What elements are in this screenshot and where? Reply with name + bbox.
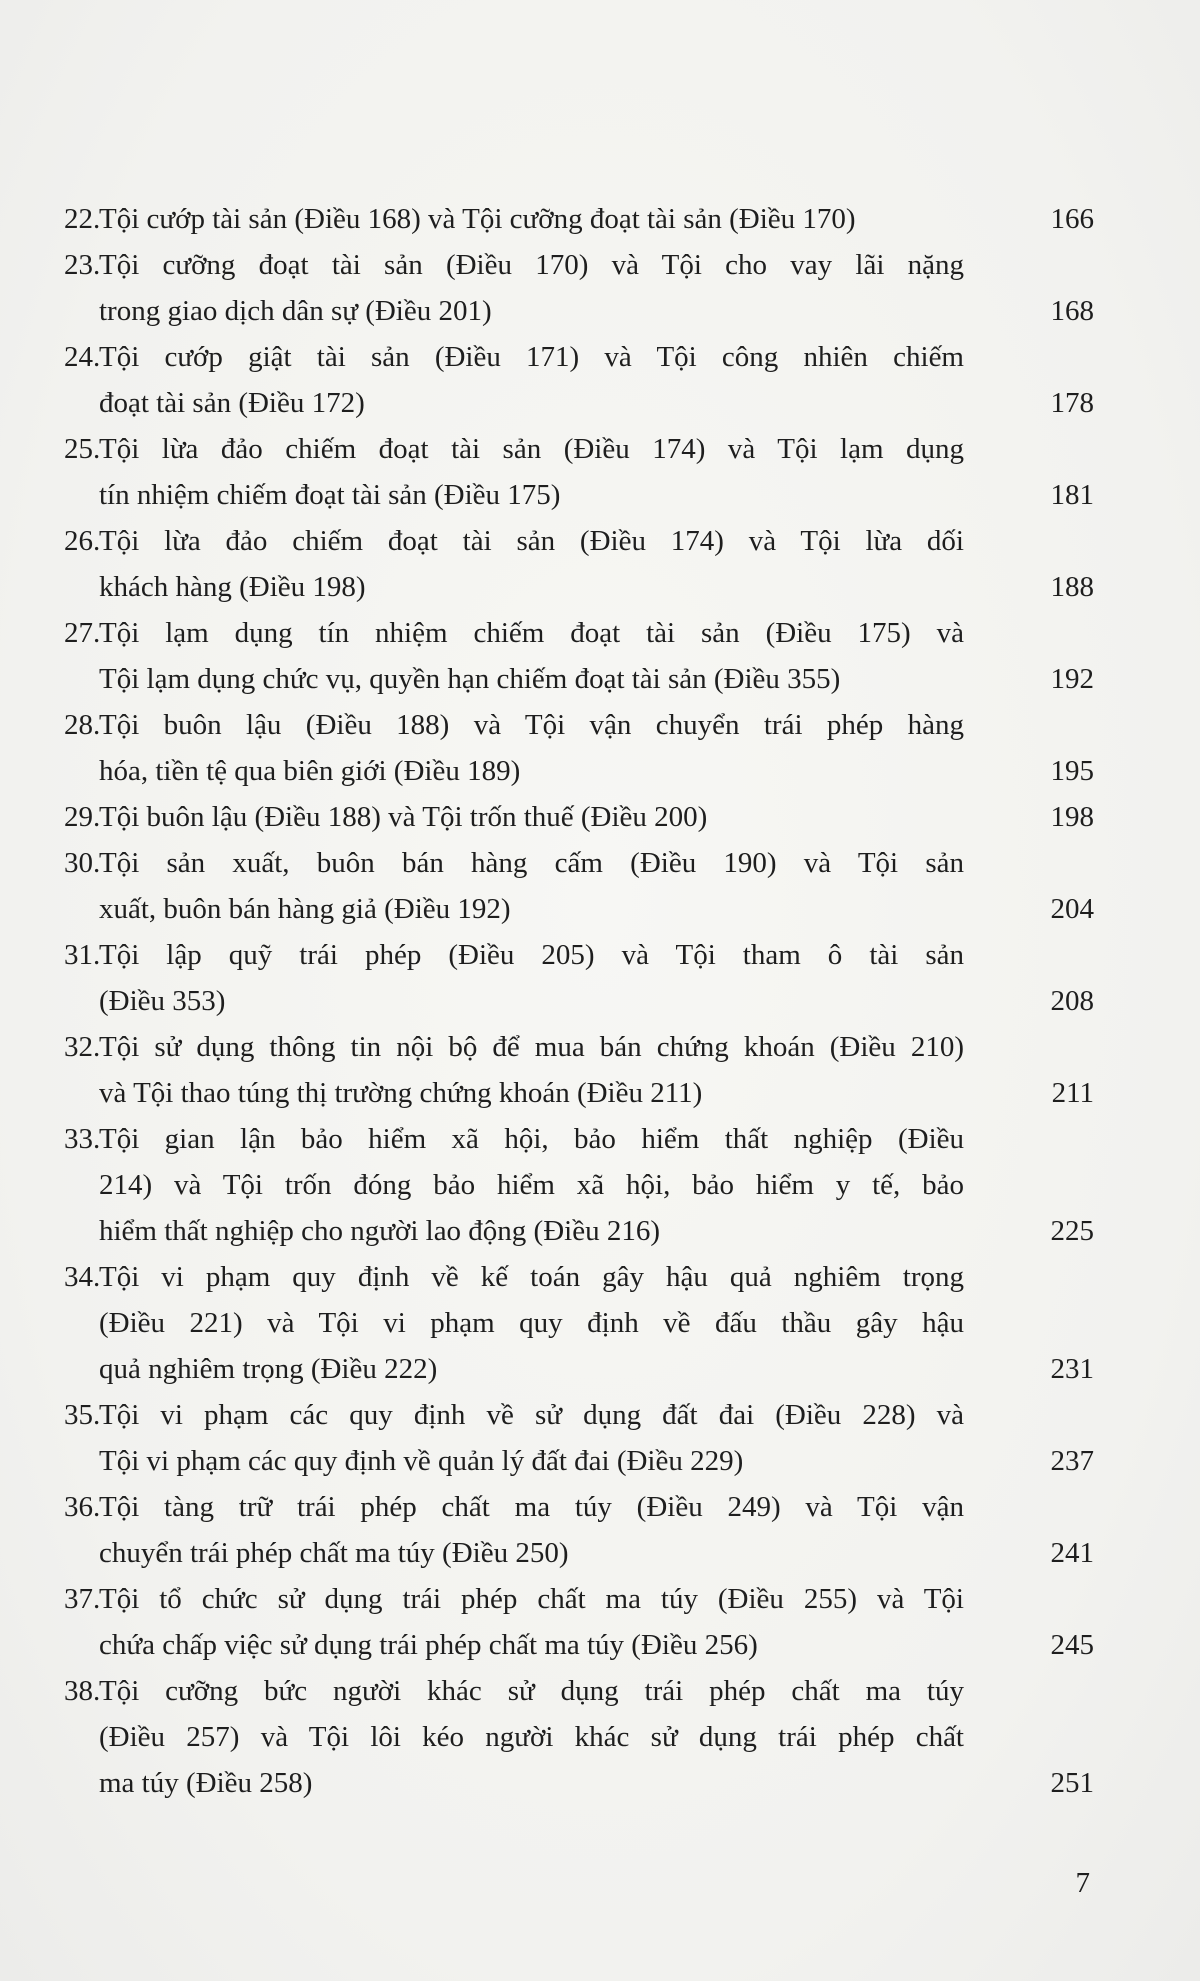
toc-entry-line-text: quả nghiêm trọng (Điều 222) <box>99 1353 438 1385</box>
toc-entry-page: 166 <box>1050 203 1094 235</box>
toc-entry-line-text: Tội lạm dụng tín nhiệm chiếm đoạt tài sản (Điều 175) và <box>99 617 964 649</box>
toc-entry-page: 192 <box>1050 663 1094 695</box>
toc-entry-page: 168 <box>1050 295 1094 327</box>
toc-entry <box>64 196 1094 242</box>
toc-entry-line-text: Tội cưỡng đoạt tài sản (Điều 170) và Tội cho vay lãi nặng <box>99 249 964 281</box>
toc-entry <box>64 426 1094 518</box>
toc-entry-line-text: chuyển trái phép chất ma túy (Điều 250) <box>99 1537 569 1569</box>
toc-entry-line-text: hóa, tiền tệ qua biên giới (Điều 189) <box>99 755 521 787</box>
toc-entry-line-text: Tội sử dụng thông tin nội bộ để mua bán chứng khoán (Điều 210) <box>99 1031 964 1063</box>
toc-entry-line <box>64 196 964 242</box>
toc-entry <box>64 610 1094 702</box>
toc-entry-line <box>64 1484 964 1530</box>
toc-entry-line <box>64 656 964 702</box>
toc-entry-line <box>64 426 964 472</box>
toc-entry-line <box>64 1024 964 1070</box>
toc-entry-line <box>64 1070 964 1116</box>
toc-entry-title <box>64 610 964 702</box>
toc-entry-line-text: ma túy (Điều 258) <box>99 1767 313 1799</box>
toc-entry-title <box>64 426 964 518</box>
toc-entry-title <box>64 1024 964 1116</box>
toc-entry-number: 28. <box>64 709 101 741</box>
toc-entry <box>64 1024 1094 1116</box>
table-of-contents <box>64 196 1094 1806</box>
toc-entry-line-text: Tội cưỡng bức người khác sử dụng trái phép chất ma túy <box>99 1675 964 1707</box>
toc-entry-title <box>64 794 964 840</box>
toc-entry-line-text: Tội buôn lậu (Điều 188) và Tội vận chuyển trái phép hàng <box>99 709 964 741</box>
toc-entry-line <box>64 1208 964 1254</box>
toc-entry-line <box>64 1438 964 1484</box>
toc-entry-page: 181 <box>1050 479 1094 511</box>
toc-entry-page: 208 <box>1050 985 1094 1017</box>
toc-entry-line <box>64 1760 964 1806</box>
toc-entry-title <box>64 932 964 1024</box>
toc-entry-title <box>64 1576 964 1668</box>
toc-entry-line <box>64 564 964 610</box>
toc-entry-line <box>64 1162 964 1208</box>
toc-entry-page: 237 <box>1050 1445 1094 1477</box>
toc-entry-page: 251 <box>1050 1767 1094 1799</box>
toc-entry-line-text: Tội buôn lậu (Điều 188) và Tội trốn thuế (Điều 200) <box>99 801 708 833</box>
toc-entry-line <box>64 1346 964 1392</box>
toc-entry-number: 22. <box>64 203 101 235</box>
toc-entry-page: 225 <box>1050 1215 1094 1247</box>
toc-entry-line-text: Tội cướp giật tài sản (Điều 171) và Tội công nhiên chiếm <box>99 341 964 373</box>
toc-entry-page: 178 <box>1050 387 1094 419</box>
toc-entry-number: 30. <box>64 847 101 879</box>
toc-entry-line <box>64 1622 964 1668</box>
toc-entry-title <box>64 840 964 932</box>
toc-entry-line-text: đoạt tài sản (Điều 172) <box>99 387 365 419</box>
toc-entry-number: 34. <box>64 1261 101 1293</box>
toc-entry-number: 37. <box>64 1583 101 1615</box>
toc-entry-line-text: Tội lạm dụng chức vụ, quyền hạn chiếm đoạt tài sản (Điều 355) <box>99 663 841 695</box>
toc-entry-number: 23. <box>64 249 101 281</box>
toc-entry-line <box>64 1714 964 1760</box>
toc-entry-line-text: trong giao dịch dân sự (Điều 201) <box>99 295 492 327</box>
toc-entry <box>64 334 1094 426</box>
toc-entry-page: 231 <box>1050 1353 1094 1385</box>
toc-entry-line <box>64 334 964 380</box>
toc-entry-line <box>64 702 964 748</box>
toc-entry-line <box>64 840 964 886</box>
toc-entry-title <box>64 1484 964 1576</box>
page-number: 7 <box>1075 1867 1090 1899</box>
toc-entry-line-text: xuất, buôn bán hàng giả (Điều 192) <box>99 893 511 925</box>
toc-entry-line-text: Tội lừa đảo chiếm đoạt tài sản (Điều 174) và Tội lừa dối <box>99 525 964 557</box>
toc-entry-title <box>64 1254 964 1392</box>
toc-entry-line-text: Tội sản xuất, buôn bán hàng cấm (Điều 190) và Tội sản <box>99 847 964 879</box>
toc-entry <box>64 1116 1094 1254</box>
toc-entry-page: 195 <box>1050 755 1094 787</box>
toc-entry-page: 211 <box>1051 1077 1094 1109</box>
toc-entry-title <box>64 242 964 334</box>
toc-entry <box>64 702 1094 794</box>
toc-entry-number: 26. <box>64 525 101 557</box>
toc-entry-line-text: (Điều 353) <box>99 985 226 1017</box>
toc-entry-title <box>64 334 964 426</box>
toc-entry-number: 27. <box>64 617 101 649</box>
toc-entry-line <box>64 1668 964 1714</box>
toc-entry-number: 31. <box>64 939 101 971</box>
toc-entry-number: 33. <box>64 1123 101 1155</box>
toc-entry-line <box>64 472 964 518</box>
toc-entry-number: 25. <box>64 433 101 465</box>
toc-entry-line <box>64 1254 964 1300</box>
toc-entry-line-text: Tội lừa đảo chiếm đoạt tài sản (Điều 174) và Tội lạm dụng <box>99 433 964 465</box>
toc-entry-line-text: Tội tàng trữ trái phép chất ma túy (Điều 249) và Tội vận <box>99 1491 964 1523</box>
toc-entry-line-text: Tội vi phạm quy định về kế toán gây hậu quả nghiêm trọng <box>99 1261 964 1293</box>
toc-entry-line-text: hiểm thất nghiệp cho người lao động (Điều 216) <box>99 1215 660 1247</box>
toc-entry-line-text: Tội lập quỹ trái phép (Điều 205) và Tội tham ô tài sản <box>99 939 964 971</box>
toc-entry-page: 204 <box>1050 893 1094 925</box>
toc-entry-line <box>64 1530 964 1576</box>
toc-entry <box>64 1576 1094 1668</box>
toc-entry-line-text: Tội gian lận bảo hiểm xã hội, bảo hiểm thất nghiệp (Điều <box>99 1123 964 1155</box>
toc-entry-page: 245 <box>1050 1629 1094 1661</box>
toc-entry-line <box>64 748 964 794</box>
toc-entry-line-text: khách hàng (Điều 198) <box>99 571 366 603</box>
toc-entry <box>64 932 1094 1024</box>
toc-entry <box>64 840 1094 932</box>
toc-entry-line-text: và Tội thao túng thị trường chứng khoán (Điều 211) <box>99 1077 703 1109</box>
toc-entry-title <box>64 1392 964 1484</box>
toc-entry-title <box>64 702 964 794</box>
toc-entry-page: 198 <box>1050 801 1094 833</box>
toc-entry-line <box>64 1300 964 1346</box>
toc-entry-number: 24. <box>64 341 101 373</box>
toc-entry-number: 29. <box>64 801 101 833</box>
toc-entry-number: 32. <box>64 1031 101 1063</box>
toc-entry-line <box>64 380 964 426</box>
toc-entry <box>64 1254 1094 1392</box>
toc-entry-page: 241 <box>1050 1537 1094 1569</box>
toc-entry-number: 35. <box>64 1399 101 1431</box>
toc-entry-line <box>64 1576 964 1622</box>
toc-entry-line-text: tín nhiệm chiếm đoạt tài sản (Điều 175) <box>99 479 561 511</box>
toc-entry-line <box>64 518 964 564</box>
toc-entry-line <box>64 288 964 334</box>
toc-entry-title <box>64 1668 964 1806</box>
toc-entry-line <box>64 242 964 288</box>
toc-entry-line-text: Tội vi phạm các quy định về quản lý đất đai (Điều 229) <box>99 1445 744 1477</box>
toc-entry <box>64 1484 1094 1576</box>
toc-entry <box>64 794 1094 840</box>
toc-entry-line <box>64 1392 964 1438</box>
toc-entry-line-text: 214) và Tội trốn đóng bảo hiểm xã hội, bảo hiểm y tế, bảo <box>99 1169 964 1201</box>
toc-entry-line-text: chứa chấp việc sử dụng trái phép chất ma túy (Điều 256) <box>99 1629 758 1661</box>
toc-entry <box>64 1668 1094 1806</box>
toc-entry-line <box>64 1116 964 1162</box>
toc-entry <box>64 518 1094 610</box>
toc-entry-line <box>64 610 964 656</box>
toc-entry-line-text: (Điều 221) và Tội vi phạm quy định về đấu thầu gây hậu <box>99 1307 964 1339</box>
toc-entry-line-text: (Điều 257) và Tội lôi kéo người khác sử dụng trái phép chất <box>99 1721 964 1753</box>
toc-entry-title <box>64 1116 964 1254</box>
toc-entry-number: 38. <box>64 1675 101 1707</box>
toc-entry-title <box>64 196 964 242</box>
toc-entry-title <box>64 518 964 610</box>
toc-entry-line-text: Tội vi phạm các quy định về sử dụng đất đai (Điều 228) và <box>99 1399 964 1431</box>
toc-entry-line-text: Tội tổ chức sử dụng trái phép chất ma túy (Điều 255) và Tội <box>99 1583 964 1615</box>
toc-entry <box>64 242 1094 334</box>
toc-entry-line <box>64 978 964 1024</box>
toc-entry-line <box>64 794 964 840</box>
toc-entry-line <box>64 886 964 932</box>
toc-entry-line <box>64 932 964 978</box>
toc-entry-number: 36. <box>64 1491 101 1523</box>
toc-entry <box>64 1392 1094 1484</box>
toc-entry-page: 188 <box>1050 571 1094 603</box>
toc-entry-line-text: Tội cướp tài sản (Điều 168) và Tội cưỡng đoạt tài sản (Điều 170) <box>99 203 856 235</box>
